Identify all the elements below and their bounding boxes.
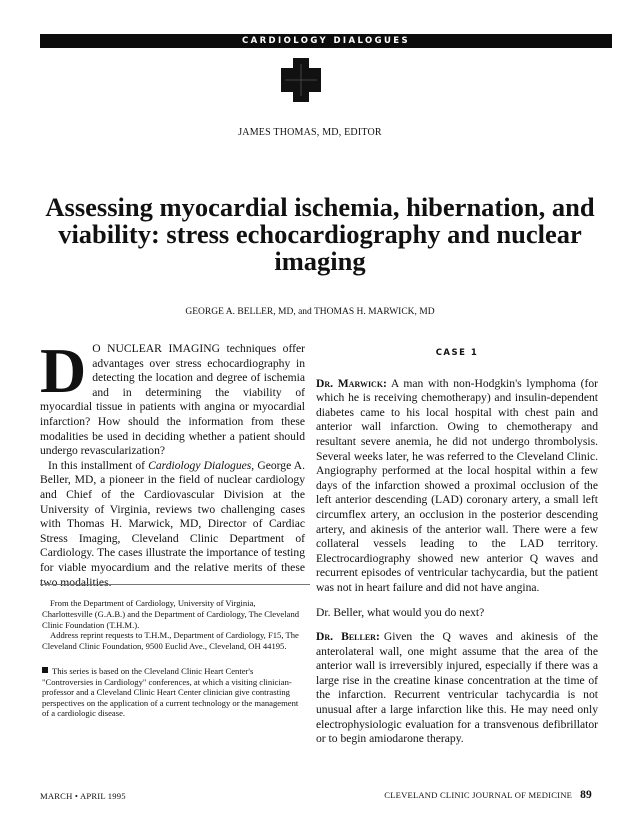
intro-paragraph-1 (40, 335, 305, 459)
case-paragraph-1 (316, 377, 598, 596)
case-paragraph-3 (316, 630, 598, 747)
speaker-marwick: Dr. Marwick: (316, 376, 387, 390)
drop-cap: D (40, 335, 87, 406)
series-name: Cardiology Dialogues (148, 458, 252, 472)
page-number: 89 (580, 789, 592, 801)
series-banner: CARDIOLOGY DIALOGUES (40, 34, 612, 48)
series-note-text: This series is based on the Cleveland Clinic Heart Center's "Controversies in Cardiology" conferences, at which a visiting clinician-professor and a Cleveland Clinic Heart Center clinician give contrasting perspectives on the application of a current technology or the management of a cardiologic disease. (42, 666, 299, 719)
footer-journal (384, 789, 592, 801)
editor-credit: JAMES THOMAS, MD, EDITOR (238, 127, 382, 138)
intro-p2-rest: , George A. Beller, MD, a pioneer in the field of nuclear cardiology and Chief of the Cardiovascular Division at the University of Virginia, reviews two challenging cases with Thomas H. Marwick, MD, Director of Cardiac Stress Imaging, Cleveland Clinic Department of Cardiology. The cases illustrate the importance of testing for viable myocardium and the relative merits of these two modalities. (40, 458, 305, 589)
footnote-divider (40, 584, 310, 585)
bullet-square-icon (42, 667, 48, 673)
footer-issue: MARCH • APRIL 1995 (40, 791, 126, 801)
series-note (42, 666, 300, 719)
footnote-block (42, 598, 302, 652)
case-heading: CASE 1 (435, 348, 479, 358)
footnote-reprints: Address reprint requests to T.H.M., Department of Cardiology, F15, The Cleveland Clinic Foundation, 9500 Euclid Ave., Cleveland, OH 44195. (42, 630, 299, 652)
case-column (316, 346, 598, 757)
intro-p2-lead: In this installment of (48, 458, 149, 472)
intro-paragraph-1-text: O NUCLEAR IMAGING techniques offer advantages over stress echocardiography in detecting the location and degree of ischemia and in determining the viability of myocardial tissue in patients with angina or myocardial infarction? How should the information from these modalities be used in deciding whether a patient should undergo revascularization? (40, 342, 305, 458)
speaker-beller: Dr. Beller: (316, 630, 380, 644)
case-paragraph-1-text: A man with non-Hodgkin's lymphoma (for which he is receiving chemotherapy) and insulin-dependent diabetes came to his local hospital with chest pain and anterior wall infarction. Owing to chemotherapy and resultant severe anemia, he did not undergo thrombolysis. Several weeks later, he was referred to the Cleveland Clinic. Angiography performed at the local hospital within a few days of the infarction showed a proximal occlusion of the left anterior descending (LAD) coronary artery, a small left circumflex artery, an occlusion in the posterior descending artery, and akinesis of the anterior wall. There were a few collateral vessels leading to the LAD territory. Electrocardiography showed new anterior Q waves and recurrent episodes of ventricular tachycardia, but the patient was not in heart failure and did not have angina. (316, 376, 598, 594)
intro-paragraph-2 (40, 459, 305, 590)
journal-logo-icon (281, 58, 321, 102)
intro-column (40, 335, 305, 590)
footer-journal-name: CLEVELAND CLINIC JOURNAL OF MEDICINE (384, 790, 573, 800)
case-paragraph-2: Dr. Beller, what would you do next? (316, 605, 485, 619)
case-paragraph-3-text: Given the Q waves and akinesis of the anterolateral wall, one might assume that the area of the anterior wall is irreversibly injured, especially if there was a large rise in the creatine kinase concentration at the time of the infarction. Recurrent ventricular tachycardia is not unusual after a large infarction like this. He may need only electrophysiologic evaluation for a transvenous defibrillator or to begin amiodarone therapy. (316, 630, 598, 746)
article-authors: GEORGE A. BELLER, MD, and THOMAS H. MARWICK, MD (185, 307, 435, 317)
footnote-affiliation: From the Department of Cardiology, University of Virginia, Charlottesville (G.A.B.) and the Department of Cardiology, The Cleveland Clinic Foundation (T.H.M.). (42, 598, 300, 630)
article-title: Assessing myocardial ischemia, hibernation, and viability: stress echocardiography and nuclear imaging (45, 192, 595, 276)
